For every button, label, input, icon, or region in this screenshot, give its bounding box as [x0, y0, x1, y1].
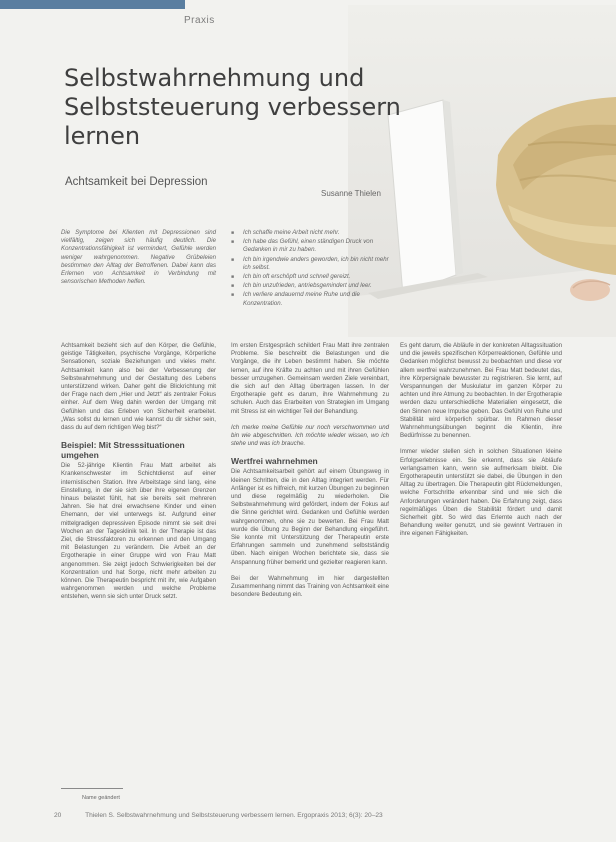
article-title: Selbstwahrnehmung und Selbststeuerung verbessern lernen — [64, 64, 401, 150]
body-paragraph: Immer wieder stellen sich in solchen Situationen kleine Erfolgserlebnisse ein. Sie erkennt, dass sie Abläufe verlangsamen kann, wenn sie aufmerksam bleibt. Die Ergotherapeutin unterstützt sie dabei, die Übungen in den Alltag zu übertragen. Die Therapeutin gibt Rückmeldungen, welche Fortschritte erkennbar sind und wie sich die Anforderungen verändert haben. Die Erfahrung zeigt, dass regelmäßiges Üben die Stabilität fördert und damit Sicherheit gibt. So wird das Erlernte auch nach der Behandlung weiter genutzt, und sie gewinnt Vertrauen in ihre eigenen Fähigkeiten. — [400, 448, 562, 538]
list-item: ■ Ich bin oft erschöpft und schnell gereizt. — [231, 273, 389, 281]
symptom-quote-list — [231, 229, 389, 309]
list-item: ■ Ich bin unzufrieden, antriebsgemindert und leer. — [231, 282, 389, 290]
article-intro: Die Symptome bei Klienten mit Depressionen sind vielfältig, zeigen sich häufig deutlich. Die Konzentrationsfähigkeit ist vermindert, Gefühle werden weniger wahrgenommen. Negative Grübeleien bestimmen den Alltag der Betroffenen. Dabei kann das Erlernen von Achtsamkeit in Verbindung mit sensorischen Methoden helfen. — [61, 229, 216, 286]
footnote: Name geändert — [82, 795, 120, 801]
body-paragraph: Die 52-jährige Klientin Frau Matt arbeitet als Krankenschwester im Schichtdienst auf einer internistischen Station. Ihre Arbeitstage sind lang, eine Einstellung, in der sie sich über ihre eigenen Grenzen hinaus belastet fühlt, hat sie bereits seit mehreren Jahren. Sie hat drei erwachsene Kinder und einen Ehemann, der viel unterwegs ist. Aufgrund einer mittelgradigen depressiven Episode nimmt sie seit drei Wochen an der Tagesklinik teil. In der Therapie ist das Ziel, die Stressfaktoren zu erkennen und den Umgang mit Belastungen zu verändern. Die Arbeit an der Ergotherapie in einer Gruppe wird von Frau Matt angenommen. Sie zeigt jedoch Schwierigkeiten bei der Konzentration und hat Sorge, nicht mehr arbeiten zu können. Die Therapeutin bespricht mit ihr, wie Aufgaben wahrgenommen werden und welche Probleme entstehen, wenn sie sich unter Druck setzt. — [61, 462, 216, 601]
page-number: 20 — [54, 812, 62, 819]
list-item: ■ Ich verliere andauernd meine Ruhe und die Konzentration. — [231, 291, 389, 307]
body-paragraph: Es geht darum, die Abläufe in der konkreten Alltagssituation und die jeweils spezifischen Körperreaktionen, Gefühle und Gedanken möglichst bewusst zu beobachten und diese vor allem wertfrei wahrzunehmen. Bei Frau Matt bedeutet das, ihre Körpersignale bewusster zu registrieren. Sie lernt, auf Verspannungen der Muskulatur im ganzen Körper zu achten und ihre Atmung zu beobachten. In der Ergotherapie werden dazu unterschiedliche Materialien eingesetzt, die den Sinnen neue Impulse geben. Das Gefühl von Ruhe und Stabilität wird körperlich spürbar. Im Rahmen dieser Wahrnehmungsübungen beginnt die Klientin, ihre Bedürfnisse zu benennen. — [400, 342, 562, 440]
list-item: ■ Ich schaffe meine Arbeit nicht mehr. — [231, 229, 389, 237]
header-color-bar — [0, 0, 185, 9]
body-paragraph: Im ersten Erstgespräch schildert Frau Matt ihre zentralen Probleme. Sie beschreibt die Belastungen und die Vorgänge, die ihr Leben bestimmt haben. Sie möchte lernen, auf ihre Kräfte zu achten und mit ihren Gefühlen besser umzugehen. Gemeinsam werden Ziele vereinbart, die sich auf den Alltag übertragen lassen. In der Ergotherapie geht es darum, ihre Wahrnehmung zu schulen. Auch das Erarbeiten von Strategien im Umgang mit Stress ist ein wichtiger Teil der Behandlung. — [231, 342, 389, 415]
body-paragraph: Bei der Wahrnehmung im hier dargestellten Zusammenhang nimmt das Training von Achtsamkeit eine besondere Bedeutung ein. — [231, 574, 389, 599]
page-footer — [54, 812, 576, 819]
citation: Thielen S. Selbstwahrnehmung und Selbststeuerung verbessern lernen. Ergopraxis 2013; 6(3): 20–23 — [85, 812, 383, 819]
body-paragraph: Die Achtsamkeitsarbeit gehört auf einem Übungsweg in kleinen Schritten, die in den Alltag integriert werden. Für Anfänger ist es hilfreich, mit kurzen Übungen zu beginnen und diese regelmäßig zu wiederholen. Die Selbstwahrnehmung wird gefördert, indem der Fokus auf die Sinne gerichtet wird. Gedanken und Gefühle werden wahrgenommen, ohne sie zu bewerten. Bei Frau Matt wurde die Übung zu Beginn der Behandlung eingeführt. Sie konnte mit Unterstützung der Therapeutin erste Erfahrungen sammeln und zunehmend selbstständig üben. Nach einigen Wochen berichtete sie, dass sie Anspannung früher bemerkt und gezielter reagieren kann. — [231, 468, 389, 566]
client-quote: Ich merke meine Gefühle nur noch verschwommen und bin wie abgeschnitten. Ich möchte wieder wissen, wo ich stehe und was ich brauche. — [231, 423, 389, 448]
section-heading: Beispiel: Mit Stresssituationen umgehen — [61, 440, 185, 461]
article-subtitle: Achtsamkeit bei Depression — [65, 176, 208, 188]
author-name: Susanne Thielen — [321, 189, 381, 198]
footnote-divider — [61, 788, 123, 789]
section-label: Praxis — [184, 15, 215, 26]
middle-column — [231, 342, 389, 607]
list-item: ■ Ich habe das Gefühl, einen ständigen Druck von Gedanken in mir zu haben. — [231, 238, 389, 254]
list-item: ■ Ich bin irgendwie anders geworden, ich bin nicht mehr ich selbst. — [231, 256, 389, 272]
body-paragraph: Achtsamkeit bezieht sich auf den Körper, die Gefühle, geistige Tätigkeiten, psychische Vorgänge, Körperliche Sensationen, soziale Beziehungen und vieles mehr. Achtsamkeit kann also bei der Verbesserung der Selbstwahrnehmung und der Gestaltung des Lebens unterstützend wirken. Daher geht die Blickrichtung mit der Frage nach dem „Hier und Jetzt“ als zentraler Fokus einher. Auf dem Weg dahin werden der Umgang mit Gefühlen und das Erleben von Sicherheit erarbeitet. „Was sollst du lernen und wie kannst du dir sicher sein, dass du auf dem richtigen Weg bist?“ — [61, 342, 216, 432]
right-column — [400, 342, 562, 547]
section-heading: Wertfrei wahrnehmen — [231, 456, 318, 467]
left-column — [61, 342, 216, 610]
